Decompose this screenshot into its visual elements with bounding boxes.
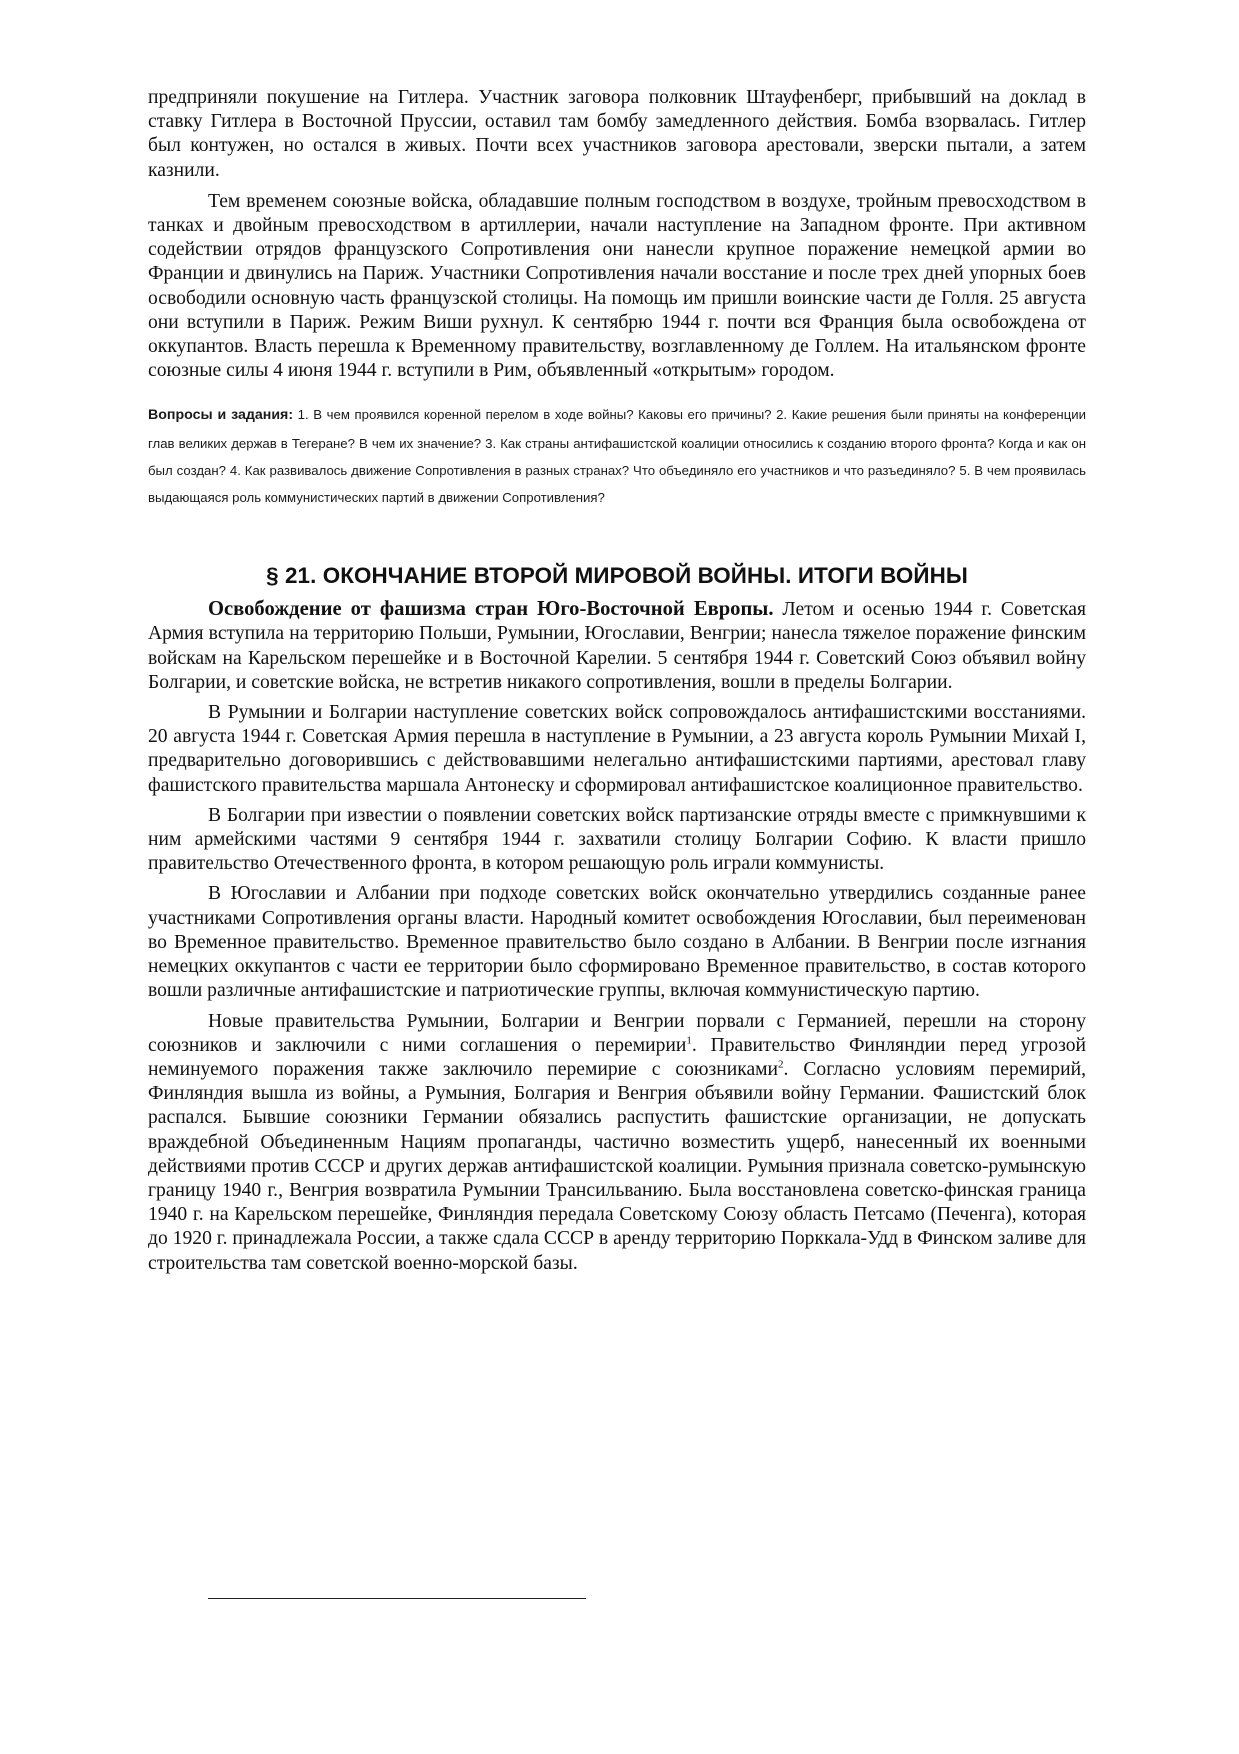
footnote-marker-2: 2	[778, 1058, 784, 1071]
armistice-text-part3: . Согласно условиям перемирий, Финляндия вышла из войны, а Румыния, Болгария и Венгрия объявили войну Германии. Фашистский блок распался. Бывшие союзники Германии обязались распустить фашистские организации, не допускать враждебной Объединенным Нациям пропаганды, частично возместить ущерб, нанесенный их военными действиями против СССР и других держав антифашистской коалиции. Румыния признала советско-румынскую границу 1940 г., Венгрия возвратила Румынии Трансильванию. Была восстановлена советско-финская граница 1940 г. на Карельском перешейке, Финляндия передала Советскому Союзу область Петсамо (Печенга), которая до 1920 г. принадлежала России, а также сдала СССР в аренду территорию Порккала-Удд в Финском заливе для строительства там советской военно-морской базы.	[148, 1058, 1087, 1274]
lead-heading: Освобождение от фашизма стран Юго-Восточной Европы.	[208, 598, 774, 621]
paragraph-bulgaria: В Болгарии при известии о появлении советских войск партизанские отряды вместе с примкнувшими к ним армейскими частями 9 сентября 1944 г. захватили столицу Болгарии Софию. К власти пришло правительство Отечественного фронта, в котором решающую роль играли коммунисты.	[148, 804, 1086, 875]
document-page	[148, 86, 1086, 1282]
armistice-text-part1: Новые правительства Румынии, Болгарии и Венгрии порвали с Германией, перешли на сторону союзников и заключили с ними соглашения о перемирии	[148, 1010, 1086, 1056]
footnote-marker-1: 1	[686, 1034, 692, 1047]
questions-block	[148, 401, 1086, 511]
paragraph-armistice	[148, 1010, 1086, 1276]
questions-text: 1. В чем проявился коренной перелом в ходе войны? Каковы его причины? 2. Какие решения были приняты на конференции глав великих держав в Тегеране? В чем их значение? 3. Как страны антифашистской коалиции относились к созданию второго фронта? Когда и как он был создан? 4. Как развивалось движение Сопротивления в разных странах? Что объединяло его участников и что разъединяло? 5. В чем проявилась выдающаяся роль коммунистических партий в движении Сопротивления?	[148, 407, 1087, 506]
paragraph-yugoslavia-albania: В Югославии и Албании при подходе советских войск окончательно утвердились созданные ранее участниками Сопротивления органы власти. Народный комитет освобождения Югославии, был переименован во Временное правительство. Временное правительство было создано в Албании. В Венгрии после изгнания немецких оккупантов с части ее территории было сформировано Временное правительство, в состав которого вошли различные антифашистские и патриотические группы, включая коммунистическую партию.	[148, 883, 1086, 1002]
paragraph-lead	[148, 597, 1086, 695]
paragraph-romania-bulgaria: В Румынии и Болгарии наступление советских войск сопровождалось антифашистскими восстаниями. 20 августа 1944 г. Советская Армия перешла в наступление в Румынии, а 23 августа король Румынии Михай I, предварительно договорившись с действовавшими нелегально антифашистскими партиями, арестовал главу фашистского правительства маршала Антонеску и сформировал антифашистское коалиционное правительство.	[148, 702, 1086, 796]
footnote-separator	[208, 1598, 586, 1599]
lead-text: Летом и осенью 1944 г. Советская Армия вступила на территорию Польши, Румынии, Югославии, Венгрии; нанесла тяжелое поражение финским войскам на Карельском перешейке и в Восточной Карелии. 5 сентября 1944 г. Советский Союз объявил войну Болгарии, и советские войска, не встретив никакого сопротивления, вошли в пределы Болгарии.	[148, 599, 1087, 693]
armistice-text-part2: . Правительство Финляндии перед угрозой неминуемого поражения также заключило перемирие с союзниками	[148, 1034, 1086, 1080]
paragraph-western-front: Тем временем союзные войска, обладавшие полным господством в воздухе, тройным превосходством в танках и двойным превосходством в артиллерии, начали наступление на Западном фронте. При активном содействии отрядов французского Сопротивления они нанесли крупное поражение немецкой армии во Франции и двинулись на Париж. Участники Сопротивления начали восстание и после трех дней упорных боев освободили основную часть французской столицы. На помощь им пришли воинские части де Голля. 25 августа они вступили в Париж. Режим Виши рухнул. К сентябрю 1944 г. почти вся Франция была освобождена от оккупантов. Власть перешла к Временному правительству, возглавленному де Голлем. На итальянском фронте союзные силы 4 июня 1944 г. вступили в Рим, объявленный «открытым» городом.	[148, 190, 1086, 382]
questions-label: Вопросы и задания:	[148, 407, 294, 424]
paragraph-plot-continuation: предприняли покушение на Гитлера. Участник заговора полковник Штауфенберг, прибывший на доклад в ставку Гитлера в Восточной Пруссии, оставил там бомбу замедленного действия. Бомба взорвалась. Гитлер был контужен, но остался в живых. Почти всех участников заговора арестовали, зверски пытали, а затем казнили.	[148, 87, 1086, 181]
section-title: § 21. ОКОНЧАНИЕ ВТОРОЙ МИРОВОЙ ВОЙНЫ. ИТОГИ ВОЙНЫ	[266, 563, 968, 589]
